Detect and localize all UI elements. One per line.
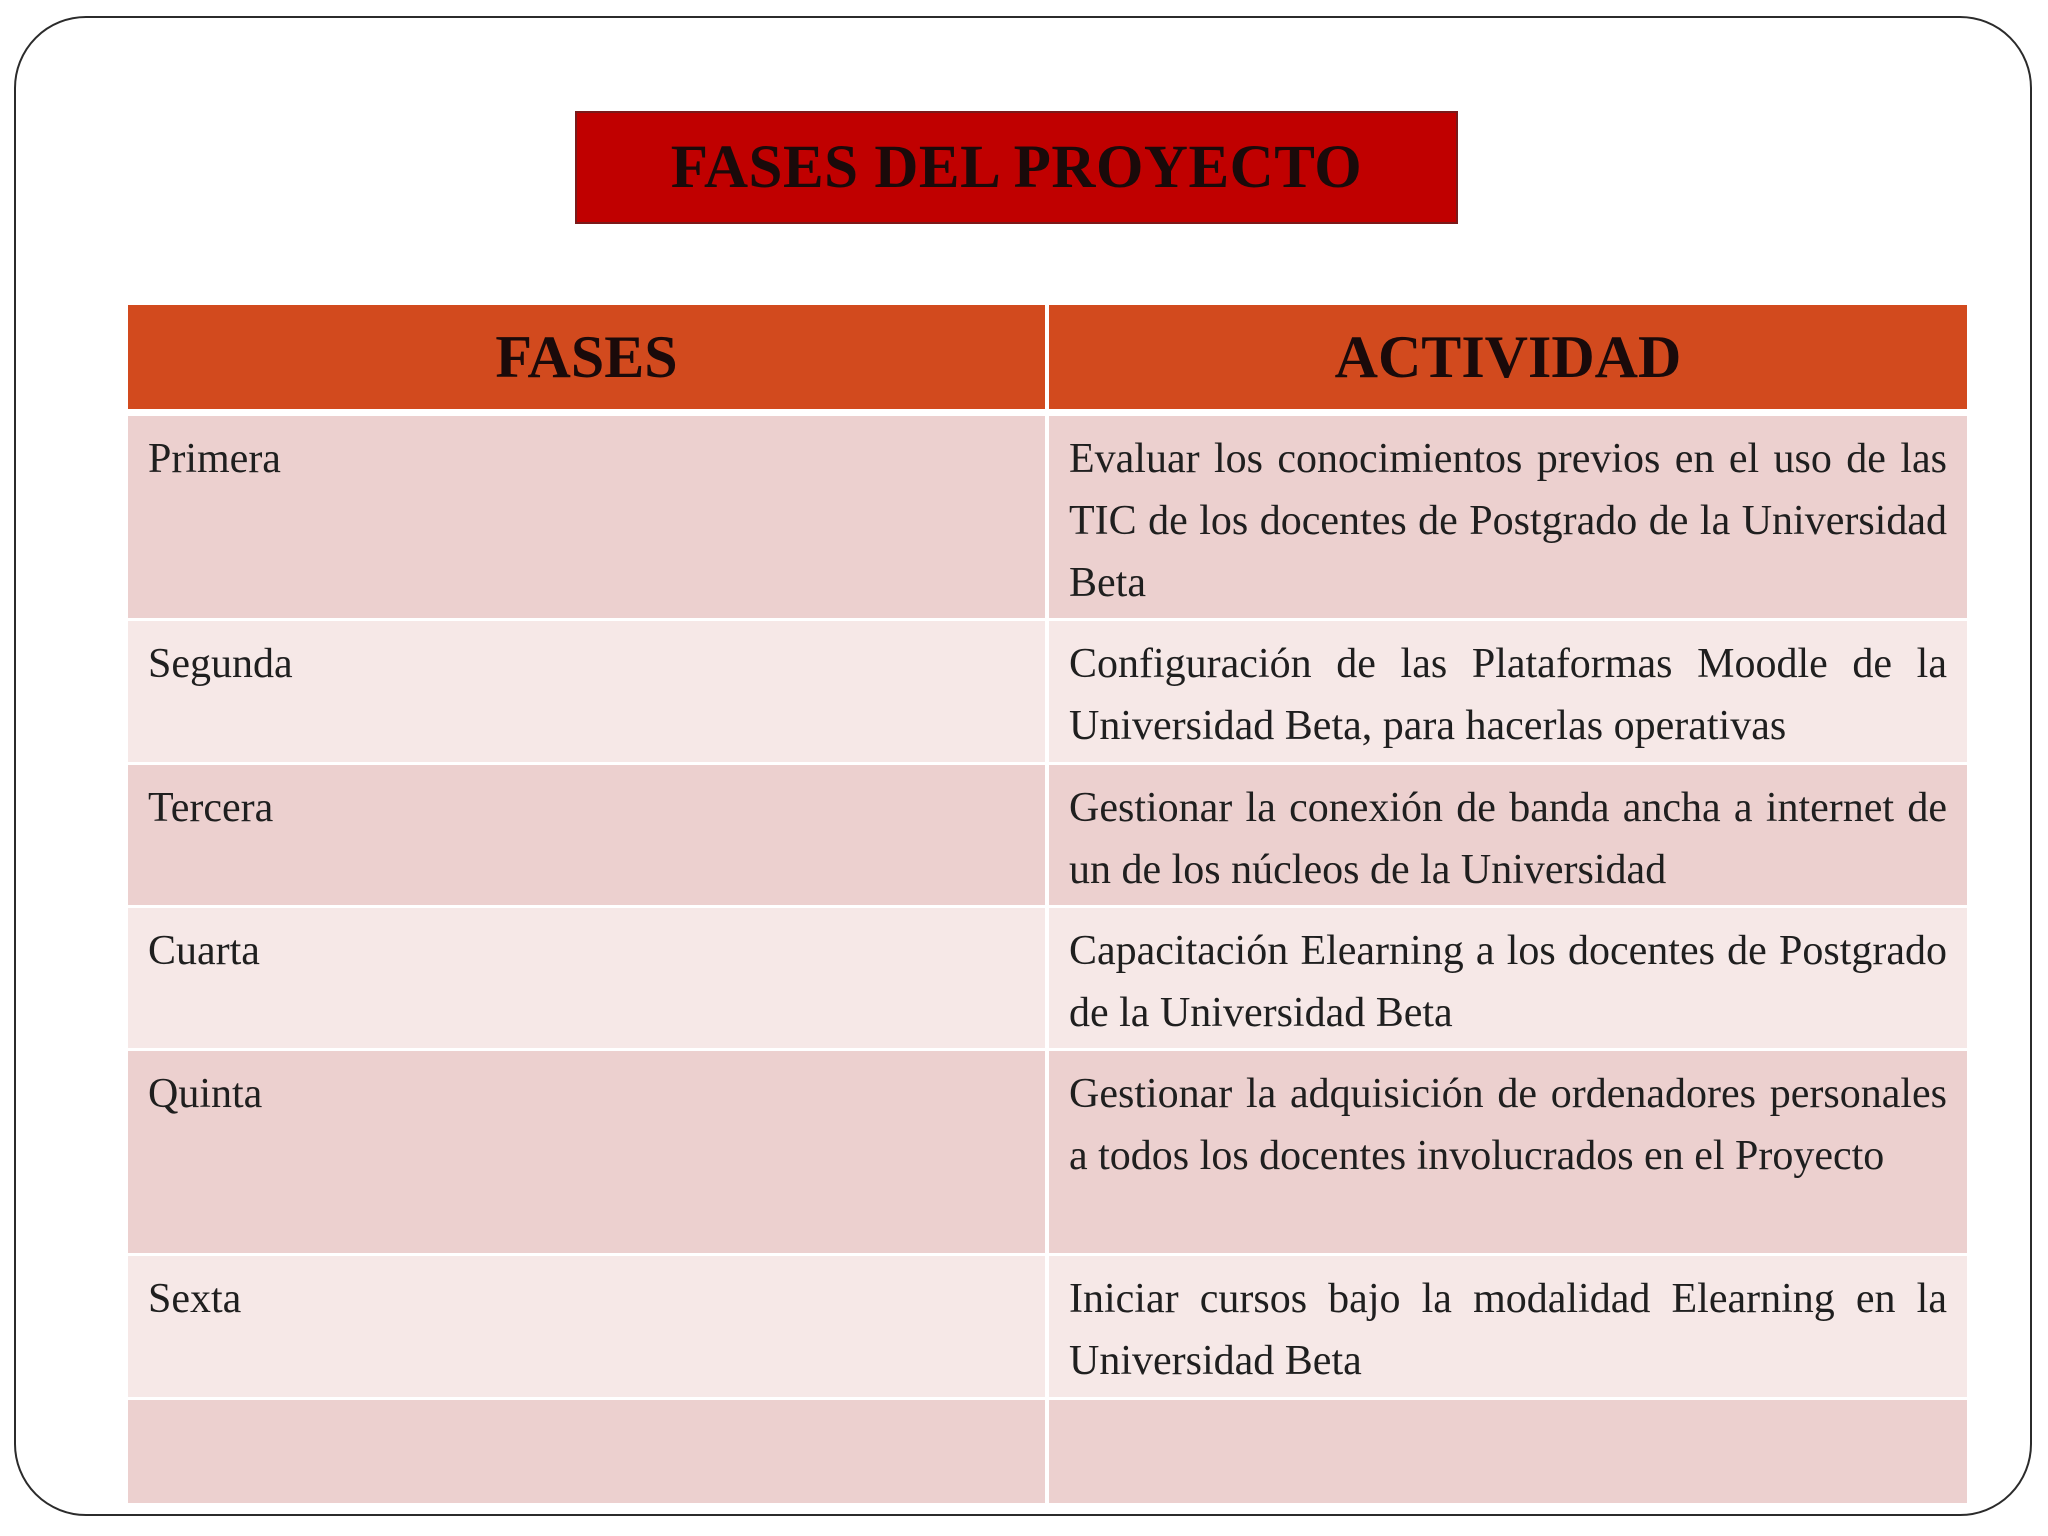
- fase-cell: Sexta: [128, 1255, 1047, 1399]
- table-row: [128, 413, 1967, 620]
- fase-cell: Tercera: [128, 764, 1047, 907]
- table-row: [128, 1050, 1967, 1255]
- actividad-cell: Iniciar cursos bajo la modalidad Elearning en la Universidad Beta: [1047, 1255, 1967, 1399]
- fase-cell: [128, 1399, 1047, 1505]
- table-row: [128, 620, 1967, 764]
- slide-title: FASES DEL PROYECTO: [670, 133, 1363, 201]
- header-actividad: ACTIVIDAD: [1047, 305, 1967, 413]
- table-row: [128, 907, 1967, 1050]
- title-banner: [575, 111, 1458, 224]
- header-fases: FASES: [128, 305, 1047, 413]
- table-header-row: [128, 305, 1967, 413]
- fase-cell: Primera: [128, 413, 1047, 620]
- table-row: [128, 1255, 1967, 1399]
- fase-cell: Quinta: [128, 1050, 1047, 1255]
- actividad-cell: Evaluar los conocimientos previos en el uso de las TIC de los docentes de Postgrado de la Universidad Beta: [1047, 413, 1967, 620]
- table-row: [128, 764, 1967, 907]
- actividad-cell: Capacitación Elearning a los docentes de Postgrado de la Universidad Beta: [1047, 907, 1967, 1050]
- phases-table: [128, 305, 1967, 1506]
- actividad-cell: [1047, 1399, 1967, 1505]
- actividad-cell: Gestionar la conexión de banda ancha a internet de un de los núcleos de la Universidad: [1047, 764, 1967, 907]
- table-row: [128, 1399, 1967, 1505]
- actividad-cell: Configuración de las Plataformas Moodle de la Universidad Beta, para hacerlas operativas: [1047, 620, 1967, 764]
- fase-cell: Cuarta: [128, 907, 1047, 1050]
- fase-cell: Segunda: [128, 620, 1047, 764]
- actividad-cell: Gestionar la adquisición de ordenadores personales a todos los docentes involucrados en el Proyecto: [1047, 1050, 1967, 1255]
